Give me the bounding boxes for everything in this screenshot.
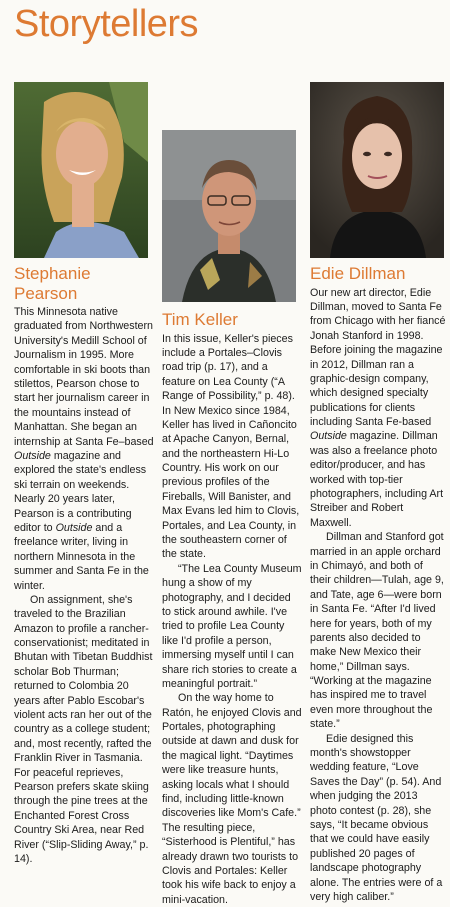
bio-paragraph: This Minnesota native graduated from Northwestern University's Medill School of Journalism in 1995. More comfortable in ski boots than stilettos, Pearson chose to start her journalism career in the mountains instead of Manhattan. She began an internship at Santa Fe–based Outside magazine and explored the state's endless ski terrain on weekends. Nearly 20 years later, Pearson is a contributing editor to Outside and a freelance writer, living in northern Minnesota in the summer and Santa Fe in the winter. xyxy=(14,306,154,592)
author-name: Stephanie Pearson xyxy=(14,264,91,303)
photo-tim-keller xyxy=(162,130,296,302)
photo-stephanie-pearson xyxy=(14,82,148,258)
column-tim-keller xyxy=(162,310,302,907)
photo-edie-dillman xyxy=(310,82,444,258)
bio-paragraph: Our new art director, Edie Dillman, moved to Santa Fe from Chicago with her fiancé Jonah Stanford in 1998. Before joining the magazine in 2012, Dillman ran a graphic-design company, which designed specialty publications for clients including Santa Fe-based Outside magazine. Dillman was also a freelance photo editor/producer, and has worked with top-tier photographers, including Art Streiber and Robert Maxwell. xyxy=(310,286,446,529)
column-edie-dillman xyxy=(310,264,446,904)
bio-paragraph: On assignment, she's traveled to the Brazilian Amazon to profile a rancher-conservationist; meditated in Bhutan with Tibetan Buddhist scholar Bob Thurman; returned to Colombia 20 years after Pablo Escobar's violent acts ran her out of the country as a college student; and, most recently, rafted the Franklin River in Tasmania. For peaceful reprieves, Pearson prefers skate skiing through the pine trees at the Enchanted Forest Cross Country Ski Area, near Red River (“Slip-Sliding Away,” p. 14). xyxy=(14,593,153,865)
author-bio xyxy=(162,332,302,907)
author-name: Edie Dillman xyxy=(310,264,406,283)
author-bio xyxy=(310,286,446,905)
bio-paragraph: “The Lea County Museum hung a show of my photography, and I decided to stick around awhile. I've tried to profile Lea County like I'd profile a person, immersing myself until I can share rich stories to create a meaningful portrait.” xyxy=(162,562,302,690)
bio-paragraph: On the way home to Ratón, he enjoyed Clovis and Portales, photographing outside at dawn and dusk for the magical light. “Daytimes were like treasure hunts, asking locals what I should find, including little-known discoveries like Mom's Cafe.” The resulting piece, “Sisterhood is Plentiful,” has already drawn two tourists to Clovis and Portales: Keller took his wife back to enjoy a mini-vacation. xyxy=(162,692,302,906)
bio-paragraph: In this issue, Keller's pieces include a Portales–Clovis road trip (p. 17), and a feature on Lea County (“A Range of Possibility,” p. 48). In New Mexico since 1984, Keller has lived in Cañoncito at Apache Canyon, Bernal, and the northeastern Hi-Lo Country. His work on our previous profiles of the Fireballs, Will Banister, and Max Evans led him to Clovis, Portales, and Lea County, in the southeastern corner of the state. xyxy=(162,332,300,561)
author-name: Tim Keller xyxy=(162,310,238,329)
bio-paragraph: Edie designed this month's showstopper wedding feature, “Love Saves the Day” (p. 54). And when judging the 2013 photo contest (p. 28), she says, “It became obvious that we could have easily published 20 pages of landscape photography alone. The entries were of a very high caliber.” xyxy=(310,732,443,903)
column-stephanie-pearson xyxy=(14,264,154,866)
author-bio xyxy=(14,305,154,866)
bio-paragraph: Dillman and Stanford got married in an apple orchard in Chimayó, and both of their children—Tulah, age 9, and Tate, age 6—were born in Santa Fe. “After I'd lived here for years, both of my parents also decided to make New Mexico their home,” Dillman says. “Working at the magazine has inspired me to travel even more throughout the state.” xyxy=(310,531,444,731)
page-title: Storytellers xyxy=(14,3,199,45)
